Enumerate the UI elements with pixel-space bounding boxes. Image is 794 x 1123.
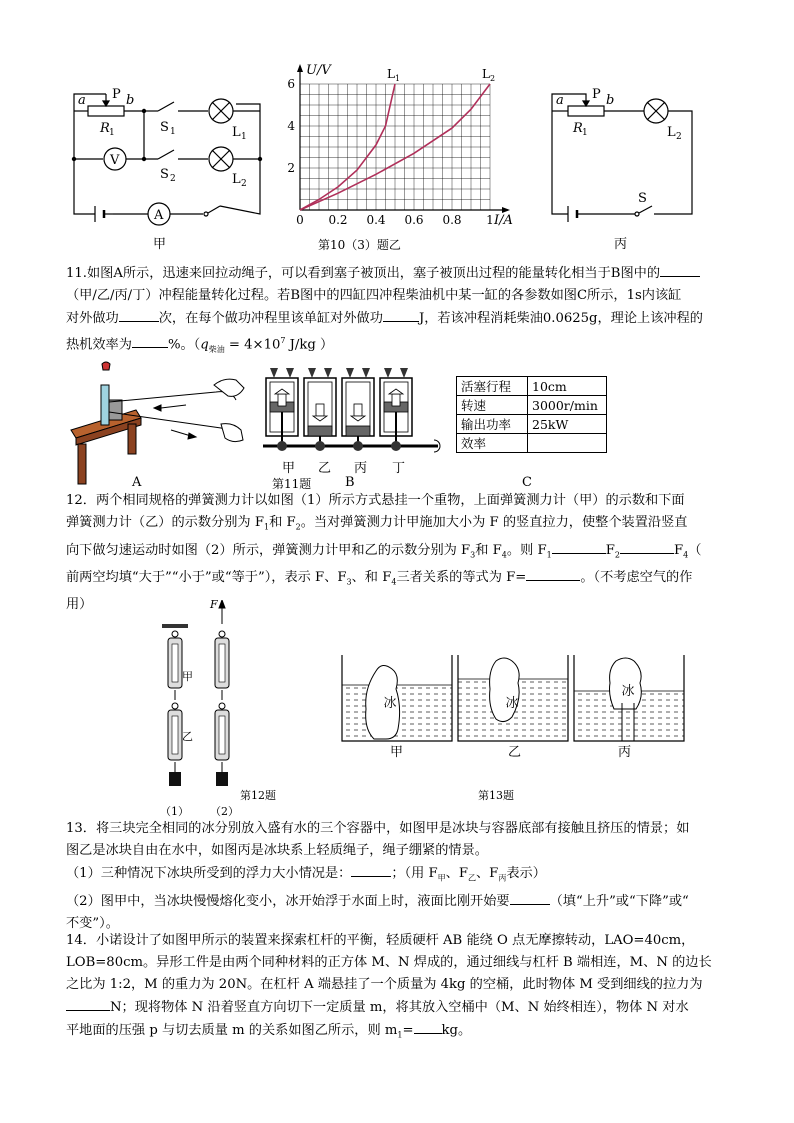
motion-arrow — [278, 394, 286, 406]
sub: 1 — [546, 550, 552, 560]
sub: 甲 — [437, 873, 446, 883]
label-a: a — [78, 93, 86, 108]
y-tick-label: 2 — [287, 161, 295, 175]
q11-q-symbol: q — [200, 337, 209, 353]
x-axis-label: I/A — [494, 213, 513, 228]
question-11 — [66, 262, 730, 361]
hook-ring — [172, 703, 178, 709]
q13-line4b: （填“上升”或“下降”或“ — [549, 893, 689, 909]
q13-line2: 图乙是冰块自由在水中，如图丙是冰块系上轻质绳子，绳子绷紧的情景。 — [66, 843, 488, 858]
q13-line3a: （1）三种情况下冰块所受到的浮力大小情况是： — [66, 866, 352, 881]
q13-blank-1[interactable] — [351, 862, 391, 877]
hanging-weight — [169, 772, 181, 786]
stroke-label-jia: 甲 — [282, 461, 296, 476]
q12-line3-m2: 。则 F — [506, 542, 547, 558]
q14-blank-2[interactable] — [414, 1019, 442, 1034]
valve — [270, 368, 278, 378]
stroke-label-yi: 乙 — [318, 461, 332, 476]
sub: 1 — [263, 522, 270, 532]
hook-ring — [219, 631, 225, 637]
question-12 — [66, 490, 730, 616]
q11-q-exp: 7 — [280, 336, 286, 345]
series-label-sub-L1: 1 — [395, 74, 401, 83]
q13-line3c: 、F — [445, 866, 468, 881]
sub: 1 — [397, 1030, 403, 1040]
circuit-jia-diagram — [60, 84, 275, 244]
q12-blank-1[interactable] — [552, 539, 606, 554]
q13-line3e: 表示） — [506, 866, 546, 881]
ice-label: 冰 — [621, 684, 635, 699]
label-l2: L — [232, 172, 241, 187]
q11-line4b: %。（ — [167, 337, 201, 353]
label-r1: R — [573, 121, 583, 136]
figure-jia-caption: 甲 — [153, 237, 167, 252]
sub: 4 — [501, 550, 507, 560]
hanging-weight — [216, 772, 228, 786]
spring-scales — [162, 624, 229, 786]
stroke-label-ding: 丁 — [392, 461, 406, 476]
label-s: S — [638, 191, 647, 206]
crank — [277, 441, 287, 451]
sub: 乙 — [467, 873, 476, 883]
chart-axes — [297, 64, 510, 213]
x-tick-label: 0 — [296, 213, 304, 227]
q11-line3a: 对外做功 — [66, 311, 119, 326]
ice-block — [490, 658, 520, 722]
q14-line1: 14．小诺设计了如图甲所示的装置来探索杠杆的平衡，轻质硬杆 AB 能绕 O 点无摩擦转动，LAO=40cm， — [66, 933, 695, 948]
figure-a-label: A — [132, 475, 142, 490]
ammeter-label: A — [154, 208, 164, 223]
q12-line2-e: 。当对弹簧测力计甲施加大小为 F 的竖直拉力，使整个装置沿竖直 — [300, 515, 688, 530]
figure-12-caption: 第12题 — [240, 789, 276, 802]
q11-q-unit: J/kg ） — [285, 337, 334, 353]
label-a: a — [556, 93, 564, 108]
label-s1-sub: 1 — [170, 127, 176, 137]
sub: 4 — [683, 550, 689, 560]
scale-jia-label: 甲 — [182, 670, 193, 683]
label-r1: R — [100, 121, 110, 136]
label-r1-sub: 1 — [109, 128, 115, 138]
valve — [324, 368, 332, 378]
q14-blank-1[interactable] — [66, 996, 110, 1011]
motion-arrow — [316, 404, 324, 416]
q12-line1: 12．两个相同规格的弹簧测力计以如图（1）所示方式悬挂一个重物，上面弹簧测力计（甲）的示数和下面 — [66, 493, 685, 508]
crank — [391, 441, 401, 451]
q13-line1: 13．将三块完全相同的冰分别放入盛有水的三个容器中，如图甲是冰块与容器底部有接触且挤压的情景；如 — [66, 821, 690, 836]
container-yi-label: 乙 — [508, 745, 522, 760]
q11-blank-times[interactable] — [119, 307, 159, 322]
sub: 3 — [470, 550, 476, 560]
q11-line4a: 热机效率为 — [66, 337, 132, 353]
q14-line4a: N；现将物体 N 沿着竖直方向切下一定质量 m，将其放入空桶中（M、N 始终相连），物体 N 对水 — [110, 1000, 689, 1015]
q13-line4a: （2）图甲中，当冰块慢慢熔化变小，冰开始浮于水面上时，液面比刚开始要 — [66, 893, 510, 909]
table-row: 转速 3000r/min — [457, 396, 607, 415]
valve — [400, 368, 408, 378]
label-l2-sub: 2 — [676, 132, 682, 142]
label-s2: S — [160, 167, 169, 182]
x-tick-label: 0.6 — [404, 213, 424, 227]
rope-friction-apparatus — [66, 360, 256, 490]
motion-arrow — [354, 404, 362, 416]
y-axis-label: U/V — [306, 63, 331, 78]
table-row: 效率 — [457, 434, 607, 453]
question-13 — [66, 818, 730, 935]
series-label-sub-L2: 2 — [490, 74, 496, 83]
chart-labels — [287, 63, 513, 228]
crank — [353, 441, 363, 451]
piston — [346, 426, 370, 436]
hook-ring — [219, 703, 225, 709]
motion-arrow — [392, 394, 400, 406]
q14-line5b: = — [402, 1023, 414, 1038]
scale-yi-label: 乙 — [182, 730, 193, 743]
question-14 — [66, 930, 730, 1047]
ice-label: 冰 — [505, 696, 519, 711]
engine-cylinders — [266, 368, 412, 451]
q14-line3: 之比为 1:2，M 的重力为 20N。在杠杆 A 端悬挂了一个质量为 4kg 的空桶，此时物体 M 受到细线的拉力为 — [66, 977, 703, 992]
q11-line2: （甲/乙/丙/丁）冲程能量转化过程。若B图中的四缸四冲程柴油机中某一缸的各参数如图C所示，1s内该缸 — [66, 288, 682, 303]
q12-line2-m: 和 F — [269, 515, 296, 530]
label-l2-sub: 2 — [241, 179, 247, 189]
figure-c-label: C — [522, 475, 532, 490]
scale-window — [219, 644, 225, 682]
container-bing-label: 丙 — [618, 745, 632, 760]
x-tick-label: 0.2 — [328, 213, 348, 227]
ice-containers-diagram — [338, 655, 698, 755]
spring-scales-diagram — [150, 600, 250, 800]
x-tick-label: 1 — [486, 213, 494, 227]
q12-line2: 弹簧测力计（乙）的示数分别为 F — [66, 515, 264, 530]
q13-line5: 不变”）。 — [66, 915, 119, 931]
sub: 2 — [614, 550, 620, 560]
engine-parameter-table — [456, 376, 607, 453]
figure-13-caption: 第13题 — [478, 789, 514, 802]
q14-line2: LOB=80cm。异形工件是由两个同种材料的正方体 M、N 焊成的，通过细线与杠杆 B 端相连，M、N 的边长 — [66, 955, 712, 970]
figure-b-label: B — [345, 475, 355, 490]
circuit-bing-diagram — [540, 84, 705, 234]
label-r1-sub: 1 — [582, 128, 588, 138]
label-s1: S — [160, 120, 169, 135]
container-jia-label: 甲 — [390, 745, 404, 760]
q12-blank-3[interactable] — [526, 566, 580, 581]
q12-line3: 向下做匀速运动时如图（2）所示，弹簧测力计甲和乙的示数分别为 F — [66, 542, 471, 558]
q12-line4a: 前两空均填“大于”“小于”或“等于”），表示 F、F — [66, 570, 347, 586]
force-f-label: F — [210, 598, 218, 611]
scale-window — [219, 716, 225, 754]
valve — [308, 368, 316, 378]
q11-line3c: J，若该冲程消耗柴油0.0625g，理论上该冲程的 — [418, 311, 703, 326]
stroke-label-bing: 丙 — [354, 461, 368, 476]
q11-q-value: = 4×10 — [224, 337, 281, 353]
sub: 4 — [391, 577, 397, 587]
fig-1-label: （1） — [160, 805, 189, 818]
q13-blank-2[interactable] — [510, 890, 550, 905]
label-l2: L — [667, 125, 676, 140]
q11-line3b: 次，在每个做功冲程里该单缸对外做功 — [158, 311, 383, 326]
label-p: P — [592, 87, 601, 102]
q12-line4-m: 、和 F — [351, 570, 392, 586]
label-b: b — [126, 93, 135, 108]
x-tick-label: 0.8 — [442, 213, 462, 227]
ice-containers — [342, 655, 684, 741]
figure-yi-caption: 第10（3）题乙 — [318, 238, 401, 252]
q14-line5a: 平地面的压强 p 与切去质量 m 的关系如图乙所示，则 m — [66, 1023, 398, 1038]
y-axis-arrow — [297, 64, 303, 72]
q12-line3-m: 和 F — [475, 542, 502, 558]
table-row: 输出功率 25kW — [457, 415, 607, 434]
y-tick-label: 4 — [287, 119, 295, 133]
scale-window — [172, 716, 178, 754]
figure-bing-caption: 丙 — [614, 237, 628, 252]
chart-grid — [300, 84, 490, 210]
x-tick-label: 0.4 — [366, 213, 386, 227]
q11-line1: 11.如图A所示，迅速来回拉动绳子，可以看到塞子被顶出，塞子被顶出过程的能量转化相当于B图中的 — [66, 266, 661, 281]
q12-blank-2[interactable] — [620, 539, 674, 554]
figure-b-caption: 第11题 — [272, 477, 312, 491]
q12-line3-e: （ — [688, 542, 702, 558]
label-p: P — [112, 87, 121, 102]
series-label-L1: L — [387, 67, 395, 81]
q11-blank-work[interactable] — [383, 307, 419, 322]
ice-label: 冰 — [383, 696, 397, 711]
y-tick-label: 6 — [287, 77, 295, 91]
label-l1: L — [232, 125, 241, 140]
q12-line5: 用） — [66, 596, 93, 612]
label-b: b — [606, 93, 615, 108]
q11-blank-stroke[interactable] — [660, 262, 700, 277]
q12-f2: F — [605, 542, 615, 558]
q12-line4-e: 。（不考虑空气的作 — [580, 570, 693, 586]
label-l1-sub: 1 — [241, 132, 247, 142]
valve — [346, 368, 354, 378]
piston — [308, 426, 332, 436]
sub: 2 — [295, 522, 301, 532]
hook-ring — [172, 631, 178, 637]
series-label-L2: L — [482, 67, 490, 81]
valve — [362, 368, 370, 378]
q14-line5c: kg。 — [441, 1023, 472, 1038]
voltmeter-label: V — [110, 153, 120, 168]
q12-line4-m2: 三者关系的等式为 F= — [396, 570, 527, 586]
q12-f4: F — [673, 542, 684, 558]
valve — [286, 368, 294, 378]
valve — [384, 368, 392, 378]
fig-2-label: （2） — [210, 805, 239, 818]
q11-q-sub: 柴油 — [208, 345, 225, 355]
sub: 丙 — [498, 873, 507, 883]
table-row: 活塞行程 10cm — [457, 377, 607, 396]
ui-graph-chart — [282, 60, 532, 245]
ceiling-hook — [162, 624, 188, 628]
sub: 3 — [346, 577, 352, 587]
crank — [315, 441, 325, 451]
q13-line3b: ；（用 F — [391, 866, 438, 881]
q13-line3d: 、F — [475, 866, 499, 881]
label-s2-sub: 2 — [170, 174, 176, 184]
scale-window — [172, 644, 178, 682]
q11-blank-efficiency[interactable] — [132, 333, 168, 348]
